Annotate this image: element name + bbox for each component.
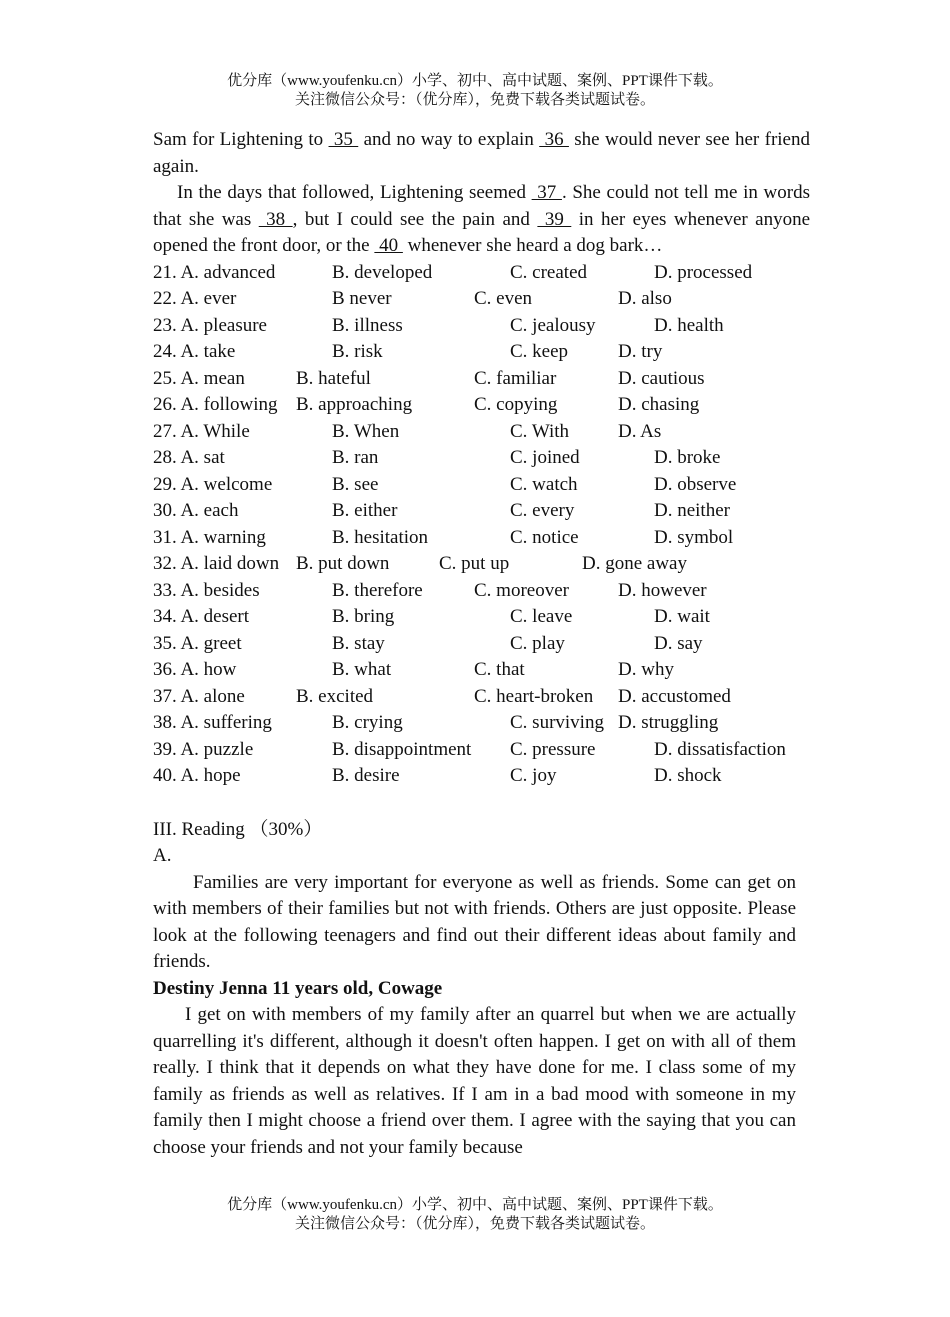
option-a: 39. A. puzzle <box>153 738 254 760</box>
footer-line-2: 关注微信公众号：（优分库），免费下载各类试题试卷。 <box>294 1216 655 1232</box>
option-c: C. leave <box>510 606 573 627</box>
option-d: D. neither <box>654 500 730 521</box>
passage-text: and no way to explain <box>358 129 540 150</box>
question-row <box>153 445 810 472</box>
question-row <box>153 604 810 631</box>
option-d: D. why <box>618 659 674 680</box>
question-row <box>153 472 810 499</box>
question-row <box>153 286 810 313</box>
blank-35: 35 <box>328 129 359 150</box>
option-a: 25. A. mean <box>153 367 245 389</box>
question-row <box>153 498 810 525</box>
question-row <box>153 737 810 764</box>
option-d: D. struggling <box>618 712 719 733</box>
option-a: 23. A. pleasure <box>153 314 267 336</box>
option-b: B. therefore <box>332 579 423 601</box>
question-row <box>153 366 810 393</box>
question-row <box>153 419 810 446</box>
option-b: B. disappointment <box>332 738 472 760</box>
question-row <box>153 657 810 684</box>
blank-36: 36 <box>539 129 569 150</box>
question-row <box>153 551 810 578</box>
option-d: D. As <box>618 420 662 442</box>
question-row <box>153 578 810 605</box>
passage-text: , but I could see the pain and <box>292 208 538 230</box>
page-footer <box>0 1196 950 1234</box>
option-a: 34. A. desert <box>153 606 250 627</box>
passage-paragraph-1 <box>153 127 810 180</box>
option-b: B. hesitation <box>332 526 429 548</box>
option-a: 26. A. following <box>153 394 278 415</box>
passage-text: Sam for Lightening to <box>153 129 329 150</box>
option-c: C. joy <box>510 765 557 786</box>
question-row <box>153 392 810 419</box>
blank-37: 37 <box>531 182 562 203</box>
option-d: D. cautious <box>618 367 705 389</box>
blank-38: 38 <box>258 208 293 230</box>
option-a: 33. A. besides <box>153 579 260 601</box>
option-b: B. desire <box>332 765 400 786</box>
option-d: D. health <box>654 314 724 336</box>
option-c: C. play <box>510 632 565 654</box>
option-b: B. put down <box>296 553 390 574</box>
footer-line-1: 优分库（www.youfenku.cn）小学、初中、高中试题、案例、PPT课件下载。 <box>227 1197 723 1213</box>
option-a: 32. A. laid down <box>153 553 280 574</box>
option-c: C. copying <box>474 394 558 415</box>
option-b: B. see <box>332 473 379 495</box>
passage-paragraph-2 <box>153 180 810 260</box>
option-b: B. either <box>332 500 398 521</box>
option-b: B. ran <box>332 447 379 468</box>
passage-text: whenever she heard a dog bark… <box>402 235 663 256</box>
option-c: C. that <box>474 659 525 680</box>
option-d: D. dissatisfaction <box>654 738 786 760</box>
option-c: C. put up <box>439 553 510 574</box>
option-c: C. jealousy <box>510 314 596 336</box>
option-b: B. illness <box>332 314 403 336</box>
option-c: C. moreover <box>474 579 569 601</box>
passage-text: In the days that followed, Lightening seemed <box>177 182 532 203</box>
option-a: 28. A. sat <box>153 447 225 468</box>
option-c: C. even <box>474 288 533 309</box>
option-a: 37. A. alone <box>153 685 245 707</box>
option-d: D. shock <box>654 765 722 786</box>
option-c: C. joined <box>510 447 580 468</box>
option-c: C. keep <box>510 341 569 362</box>
option-c: C. surviving <box>510 712 604 733</box>
option-a: 30. A. each <box>153 500 239 521</box>
blank-40: 40 <box>374 235 403 256</box>
header-line-1: 优分库（www.youfenku.cn）小学、初中、高中试题、案例、PPT课件下载。 <box>227 73 723 89</box>
option-d: D. broke <box>654 447 721 468</box>
options-list <box>153 260 810 790</box>
question-row <box>153 631 810 658</box>
option-d: D. however <box>618 579 707 601</box>
option-d: D. accustomed <box>618 685 731 707</box>
question-row <box>153 525 810 552</box>
option-d: D. wait <box>654 606 710 627</box>
option-a: 24. A. take <box>153 341 236 362</box>
question-row <box>153 260 810 287</box>
passage-text: . She could not tell me in words that she was <box>153 182 810 230</box>
reading-intro: Families are very important for everyone as well as friends. Some can get on with members of their families but not with friends. Others are just opposite. Please look at the following teenagers and find out their different ideas about family and friends. <box>153 871 796 972</box>
page-header <box>0 72 950 110</box>
option-d: D. try <box>618 341 663 362</box>
person-heading: Destiny Jenna 11 years old, Cowage <box>153 977 443 999</box>
document-body <box>153 127 810 1161</box>
option-c: C. With <box>510 420 570 442</box>
option-b: B. approaching <box>296 394 413 415</box>
option-a: 36. A. how <box>153 659 237 680</box>
option-b: B. When <box>332 420 400 442</box>
option-a: 29. A. welcome <box>153 473 273 495</box>
option-d: D. observe <box>654 473 737 495</box>
option-d: D. symbol <box>654 526 734 548</box>
passage-text: she would never see her friend again. <box>153 129 810 177</box>
option-c: C. watch <box>510 473 578 495</box>
section-label: A. <box>153 845 172 866</box>
option-a: 35. A. greet <box>153 632 242 654</box>
option-b: B. bring <box>332 606 395 627</box>
option-b: B. developed <box>332 261 433 283</box>
option-c: C. pressure <box>510 738 596 760</box>
option-d: D. also <box>618 288 672 309</box>
question-row <box>153 339 810 366</box>
option-c: C. notice <box>510 526 579 548</box>
option-b: B. crying <box>332 712 403 733</box>
question-row <box>153 313 810 340</box>
option-b: B. hateful <box>296 367 371 389</box>
question-row <box>153 763 810 790</box>
option-d: D. say <box>654 632 703 654</box>
option-b: B. stay <box>332 632 385 654</box>
option-a: 21. A. advanced <box>153 261 276 283</box>
header-line-2: 关注微信公众号：（优分库），免费下载各类试题试卷。 <box>294 92 655 108</box>
reading-heading: III. Reading （30%） <box>153 818 323 840</box>
option-a: 38. A. suffering <box>153 712 272 733</box>
reading-body: I get on with members of my family after an quarrel but when we are actually quarrelling it's different, although it doesn't often happen. I get on with all of them really. I think that it depends on what they have done for me. I class some of my family as friends as well as relatives. If I am in a bad mood with someone in my family then I might choose a friend over them. I agree with the saying that you can choose your friends and not your family because <box>153 1004 796 1158</box>
option-a: 22. A. ever <box>153 288 237 309</box>
option-b: B never <box>332 288 392 309</box>
option-a: 31. A. warning <box>153 526 266 548</box>
option-b: B. excited <box>296 685 374 707</box>
passage-text: in her eyes whenever anyone opened the front door, or the <box>153 208 811 256</box>
question-row <box>153 684 810 711</box>
option-d: D. gone away <box>582 553 687 574</box>
option-c: C. every <box>510 500 575 521</box>
option-d: D. chasing <box>618 394 700 415</box>
option-c: C. created <box>510 261 588 283</box>
option-b: B. what <box>332 659 392 680</box>
blank-39: 39 <box>537 208 572 230</box>
option-d: D. processed <box>654 261 753 283</box>
option-a: 27. A. While <box>153 420 250 442</box>
option-c: C. heart-broken <box>474 685 594 707</box>
question-row <box>153 710 810 737</box>
option-c: C. familiar <box>474 367 557 389</box>
option-b: B. risk <box>332 341 383 362</box>
option-a: 40. A. hope <box>153 765 241 786</box>
